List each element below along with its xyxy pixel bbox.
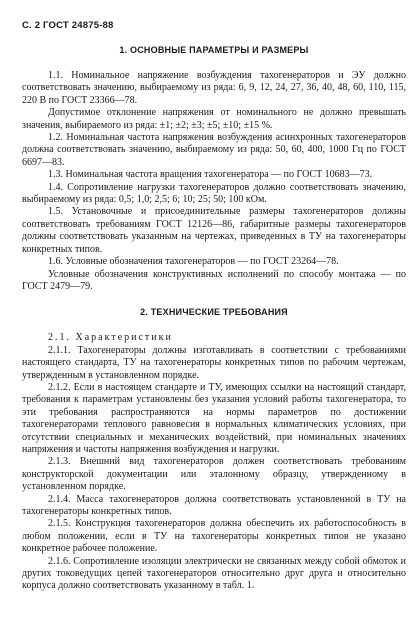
para-2-1-1: 2.1.1. Тахогенераторы должны изготавливать в соответствии с требованиями настоящего стандарта, ТУ на тахогенераторы конкретных типов по рабочим чертежам, утвержденным в установленном порядке. — [22, 344, 406, 381]
para-1-6: 1.6. Условные обозначения тахогенераторов — по ГОСТ 23264—78. — [48, 256, 339, 268]
para-2-1-5: 2.1.5. Конструкция тахогенераторов должна обеспечить их работоспособность в любом положении, если в ТУ на тахогенераторы конкретных типов не указано конкретное рабочее положение. — [22, 518, 406, 555]
para-2-1-3: 2.1.3. Внешний вид тахогенераторов должен соответствовать требованиям конструкторской документации или эталонному образцу, утвержденному в установленном порядке. — [22, 456, 406, 493]
para-1-2: 1.2. Номинальная частота напряжения возбуждения асинхронных тахогенераторов должна соответствовать значению, выбираемому из ряда: 50, 60, 400, 1000 Гц по ГОСТ 6697—83. — [22, 132, 406, 168]
para-1-5: 1.5. Установочные и присоединительные размеры тахогенераторов должны соответствовать требованиям ГОСТ 12126—86, габаритные размеры тахогенераторов должны соответствовать указанным на чертежах, приведенных в ТУ на тахогенераторы конкретных типов. — [22, 206, 406, 255]
para-2-1-4: 2.1.4. Масса тахогенераторов должна соответствовать установленной в ТУ на тахогенераторы конкретных типов. — [22, 493, 406, 517]
page-header: С. 2 ГОСТ 24875-88 — [22, 20, 114, 31]
subsection-2-1-heading: 2.1. Характеристики — [48, 332, 173, 344]
section1-title: 1. ОСНОВНЫЕ ПАРАМЕТРЫ И РАЗМЕРЫ — [119, 45, 309, 55]
para-2-1-6: 2.1.6. Сопротивление изоляции электрически не связанных между собой обмоток и других токоведущих цепей тахогенераторов относительно друг друга и относительно корпуса должно соответствовать указанному в табл. 1. — [22, 555, 406, 592]
para-2-1-2: 2.1.2. Если в настоящем стандарте и ТУ, имеющих ссылки на настоящий стандарт, требования к параметрам установлены без указания условий работы тахогенератора, то эти требования распространяются на нормы параметров по достижении тахогенераторами теплового равновесия в нормальных климатических условиях, при отсутствии специальных и механических воздействий, при номинальных значениях напряжения и частоты напряжения возбуждения и нагрузки. — [22, 381, 406, 455]
section2-body — [22, 332, 406, 593]
section2-title: 2. ТЕХНИЧЕСКИЕ ТРЕБОВАНИЯ — [140, 307, 288, 318]
para-1-4: 1.4. Сопротивление нагрузки тахогенераторов должно соответствовать значению, выбираемому из ряда: 0,5; 1,0; 2,5; 6; 10; 25; 50; 100 кОм. — [22, 181, 406, 206]
para-1-1: 1.1. Номинальное напряжение возбуждения тахогенераторов и ЭУ должно соответствовать значению, выбираемому из ряда: 6, 9, 12, 24, 27, 36, 40, 48, 60, 110, 115, 220 В по ГОСТ 23366—78. — [22, 70, 406, 106]
para-1-3: 1.3. Номинальная частота вращения тахогенератора — по ГОСТ 10683—73. — [48, 169, 373, 181]
section1-body — [22, 70, 406, 293]
para-1-6-mounting: Условные обозначения конструктивных исполнений по способу монтажа — по ГОСТ 2479—79. — [22, 268, 406, 292]
para-1-1-tolerance: Допустимое отклонение напряжения от номинального не должно превышать значения, выбираемого из ряда: ±1; ±2; ±3; ±5; ±10; ±15 %. — [22, 107, 406, 131]
